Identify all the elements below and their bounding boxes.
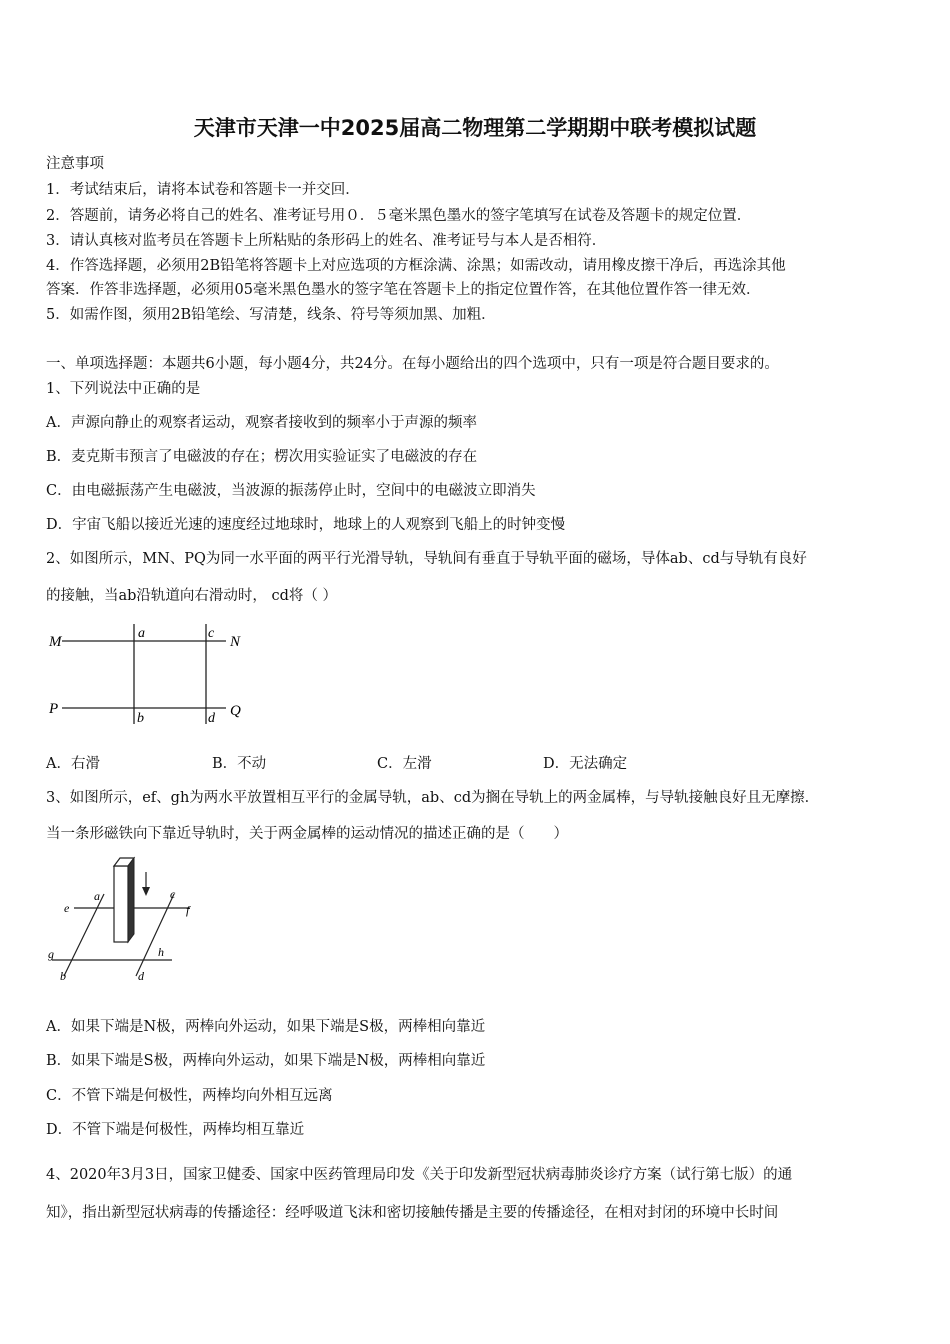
label-g: g [48, 947, 54, 961]
q1-option-d: D．宇宙飞船以接近光速的速度经过地球时，地球上的人观察到飞船上的时钟变慢 [46, 517, 566, 533]
q3-option-c: C．不管下端是何极性，两棒均向外相互远离 [46, 1088, 333, 1104]
question-1-stem: 1、下列说法中正确的是 [46, 381, 201, 397]
label-p: P [49, 701, 59, 717]
label-d: d [208, 711, 215, 726]
label-a: a [138, 626, 145, 641]
notice-item: 4．作答选择题，必须用2B铅笔将答题卡上对应选项的方框涂满、涂黑；如需改动，请用橡皮擦干净后，再选涂其他 [46, 258, 786, 274]
question-4-stem-cont: 知》，指出新型冠状病毒的传播途径：经呼吸道飞沫和密切接触传播是主要的传播途径，在相对封闭的环境中长时间 [46, 1205, 779, 1221]
magnet-diagram-q3 [46, 852, 206, 990]
q1-option-c: C．由电磁振荡产生电磁波，当波源的振荡停止时，空间中的电磁波立即消失 [46, 483, 536, 499]
page-title: 天津市天津一中2025届高二物理第二学期期中联考模拟试题 [193, 116, 757, 140]
notice-item: 3．请认真核对监考员在答题卡上所粘贴的条形码上的姓名、准考证号与本人是否相符． [46, 233, 607, 249]
label-h: h [158, 945, 164, 959]
label-a: a [94, 889, 100, 903]
question-2-stem-cont: 的接触，当ab沿轨道向右滑动时， cd将（ ） [46, 588, 338, 604]
notice-item: 5．如需作图，须用2B铅笔绘、写清楚，线条、符号等须加黑、加粗． [46, 307, 496, 323]
question-2-stem: 2、如图所示，MN、PQ为同一水平面的两平行光滑导轨，导轨间有垂直于导轨平面的磁场，导体ab、cd与导轨有良好 [46, 551, 807, 567]
notice-item: 2．答题前，请务必将自己的姓名、准考证号用０．５毫米黑色墨水的签字笔填写在试卷及答题卡的规定位置． [46, 208, 752, 224]
label-q: Q [230, 703, 241, 719]
label-m: M [49, 634, 62, 650]
label-b: b [137, 711, 144, 726]
label-e: e [64, 901, 70, 915]
q2-option-d: D．无法确定 [543, 756, 628, 772]
q1-option-b: B．麦克斯韦预言了电磁波的存在；楞次用实验证实了电磁波的存在 [46, 449, 478, 465]
notice-item: 答案．作答非选择题，必须用05毫米黑色墨水的签字笔在答题卡上的指定位置作答，在其他位置作答一律无效． [46, 282, 761, 298]
question-4-stem: 4、2020年3月3日，国家卫健委、国家中医药管理局印发《关于印发新型冠状病毒肺炎诊疗方案（试行第七版）的通 [46, 1167, 793, 1183]
label-c: c [208, 626, 215, 641]
label-c: c [170, 887, 176, 901]
notice-item: 1．考试结束后，请将本试卷和答题卡一并交回． [46, 182, 360, 198]
q3-option-d: D．不管下端是何极性，两棒均相互靠近 [46, 1122, 305, 1138]
q2-option-b: B．不动 [212, 756, 267, 772]
section-heading: 一、单项选择题：本题共6小题，每小题4分，共24分。在每小题给出的四个选项中，只有一项是符合题目要求的。 [46, 356, 779, 372]
q3-option-b: B．如果下端是S极，两棒向外运动，如果下端是N极，两棒相向靠近 [46, 1053, 486, 1069]
q2-option-a: A．右滑 [46, 756, 100, 772]
down-arrow-icon [142, 887, 150, 896]
q1-option-a: A．声源向静止的观察者运动，观察者接收到的频率小于声源的频率 [46, 415, 477, 431]
label-f: f [186, 903, 190, 917]
notice-heading: 注意事项 [46, 156, 104, 172]
label-n: N [230, 634, 241, 650]
bar-magnet [114, 858, 134, 942]
rails-diagram-q2 [46, 618, 256, 730]
label-d: d [138, 969, 144, 983]
question-3-stem-cont: 当一条形磁铁向下靠近导轨时，关于两金属棒的运动情况的描述正确的是（ ） [46, 826, 568, 842]
q2-option-c: C．左滑 [377, 756, 432, 772]
q3-option-a: A．如果下端是N极，两棒向外运动，如果下端是S极，两棒相向靠近 [46, 1019, 486, 1035]
question-3-stem: 3、如图所示，ef、gh为两水平放置相互平行的金属导轨，ab、cd为搁在导轨上的两金属棒，与导轨接触良好且无摩擦． [46, 790, 820, 806]
label-b: b [60, 969, 66, 983]
